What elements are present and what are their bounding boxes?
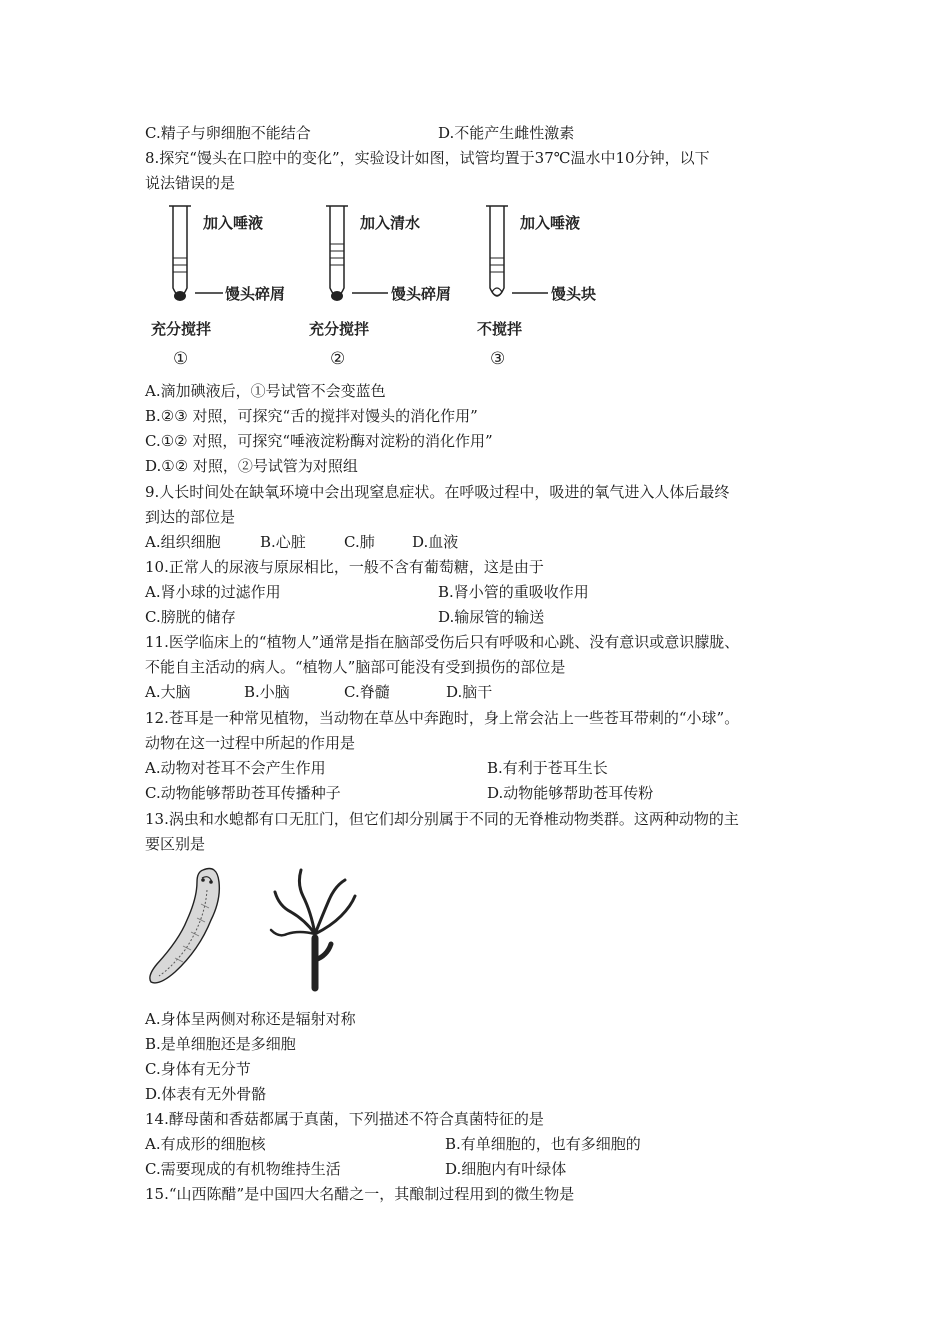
q10-option-d: D.输尿管的输送 <box>438 608 545 626</box>
q12-option-a: A.动物对苍耳不会产生作用 <box>145 759 326 777</box>
test-tube-2 <box>309 206 451 369</box>
q9-option-a: A.组织细胞 <box>145 533 221 551</box>
q10-stem: 10.正常人的尿液与原尿相比，一般不含有葡萄糖，这是由于 <box>145 558 544 576</box>
q10-option-c: C.膀胱的储存 <box>145 608 236 626</box>
q9-stem-line1: 9.人长时间处在缺氧环境中会出现窒息症状。在呼吸过程中，吸进的氧气进入人体后最终 <box>145 483 730 501</box>
q12-stem-line2: 动物在这一过程中所起的作用是 <box>145 734 356 752</box>
q7-option-d: D.不能产生雌性激素 <box>438 124 575 142</box>
q13-option-a: A.身体呈两侧对称还是辐射对称 <box>145 1010 356 1028</box>
q12-option-c: C.动物能够帮助苍耳传播种子 <box>145 784 341 802</box>
tube2-bottom-label: 充分搅拌 <box>309 320 370 338</box>
q8-option-a: A.滴加碘液后，①号试管不会变蓝色 <box>145 382 386 400</box>
q8-stem-line1: 8.探究“馒头在口腔中的变化”，实验设计如图，试管均置于37℃温水中10分钟，以下 <box>145 149 710 167</box>
q13-animal-figure <box>145 860 365 995</box>
q11-stem-line2: 不能自主活动的病人。“植物人”脑部可能没有受到损伤的部位是 <box>145 658 566 676</box>
q14-stem: 14.酵母菌和香菇都属于真菌，下列描述不符合真菌特征的是 <box>145 1110 544 1128</box>
tube2-side-label: 馒头碎屑 <box>391 285 452 303</box>
q14-option-d: D.细胞内有叶绿体 <box>445 1160 567 1178</box>
q13-option-c: C.身体有无分节 <box>145 1060 251 1078</box>
q11-option-a: A.大脑 <box>145 683 191 701</box>
q8-option-b: B.②③ 对照，可探究“舌的搅拌对馒头的消化作用” <box>145 407 478 425</box>
q14-option-b: B.有单细胞的，也有多细胞的 <box>445 1135 641 1153</box>
tube3-top-label: 加入唾液 <box>520 214 581 232</box>
tube1-number: ① <box>173 349 189 369</box>
q13-option-d: D.体表有无外骨骼 <box>145 1085 267 1103</box>
q9-option-d: D.血液 <box>412 533 459 551</box>
q12-option-b: B.有利于苍耳生长 <box>487 759 608 777</box>
q14-option-c: C.需要现成的有机物维持生活 <box>145 1160 341 1178</box>
q12-stem-line1: 12.苍耳是一种常见植物，当动物在草丛中奔跑时，身上常会沾上一些苍耳带刺的“小球”。 <box>145 709 740 727</box>
q11-option-b: B.小脑 <box>244 683 290 701</box>
q14-option-a: A.有成形的细胞核 <box>145 1135 266 1153</box>
tube3-bottom-label: 不搅拌 <box>477 320 523 338</box>
q13-option-b: B.是单细胞还是多细胞 <box>145 1035 296 1053</box>
q10-option-a: A.肾小球的过滤作用 <box>145 583 281 601</box>
q11-option-d: D.脑干 <box>446 683 493 701</box>
q9-stem-line2: 到达的部位是 <box>145 508 236 526</box>
tube1-bottom-label: 充分搅拌 <box>151 320 212 338</box>
q8-option-d: D.①② 对照，②号试管为对照组 <box>145 457 358 475</box>
tube2-top-label: 加入清水 <box>360 214 421 232</box>
tube3-number: ③ <box>490 349 506 369</box>
tube1-top-label: 加入唾液 <box>203 214 264 232</box>
q9-option-b: B.心脏 <box>260 533 306 551</box>
q12-option-d: D.动物能够帮助苍耳传粉 <box>487 784 654 802</box>
q13-stem-line1: 13.涡虫和水螅都有口无肛门，但它们却分别属于不同的无脊椎动物类群。这两种动物的主 <box>145 810 739 828</box>
tube1-side-label: 馒头碎屑 <box>225 285 286 303</box>
q9-option-c: C.肺 <box>344 533 375 551</box>
test-tube-3 <box>477 206 596 369</box>
planarian-image <box>150 869 219 983</box>
q8-stem-line2: 说法错误的是 <box>145 174 236 192</box>
tube2-number: ② <box>330 349 346 369</box>
hydra-image <box>271 870 355 988</box>
q8-option-c: C.①② 对照，可探究“唾液淀粉酶对淀粉的消化作用” <box>145 432 493 450</box>
q7-option-c: C.精子与卵细胞不能结合 <box>145 124 311 142</box>
q15-stem: 15.“山西陈醋”是中国四大名醋之一，其酿制过程用到的微生物是 <box>145 1185 575 1203</box>
q13-stem-line2: 要区别是 <box>145 835 206 853</box>
tube3-side-label: 馒头块 <box>551 285 597 303</box>
q8-test-tube-figure <box>145 200 625 370</box>
q10-option-b: B.肾小管的重吸收作用 <box>438 583 589 601</box>
test-tube-1 <box>151 206 285 369</box>
q11-option-c: C.脊髓 <box>344 683 390 701</box>
q11-stem-line1: 11.医学临床上的“植物人”通常是指在脑部受伤后只有呼吸和心跳、没有意识或意识朦胧、 <box>145 633 740 651</box>
